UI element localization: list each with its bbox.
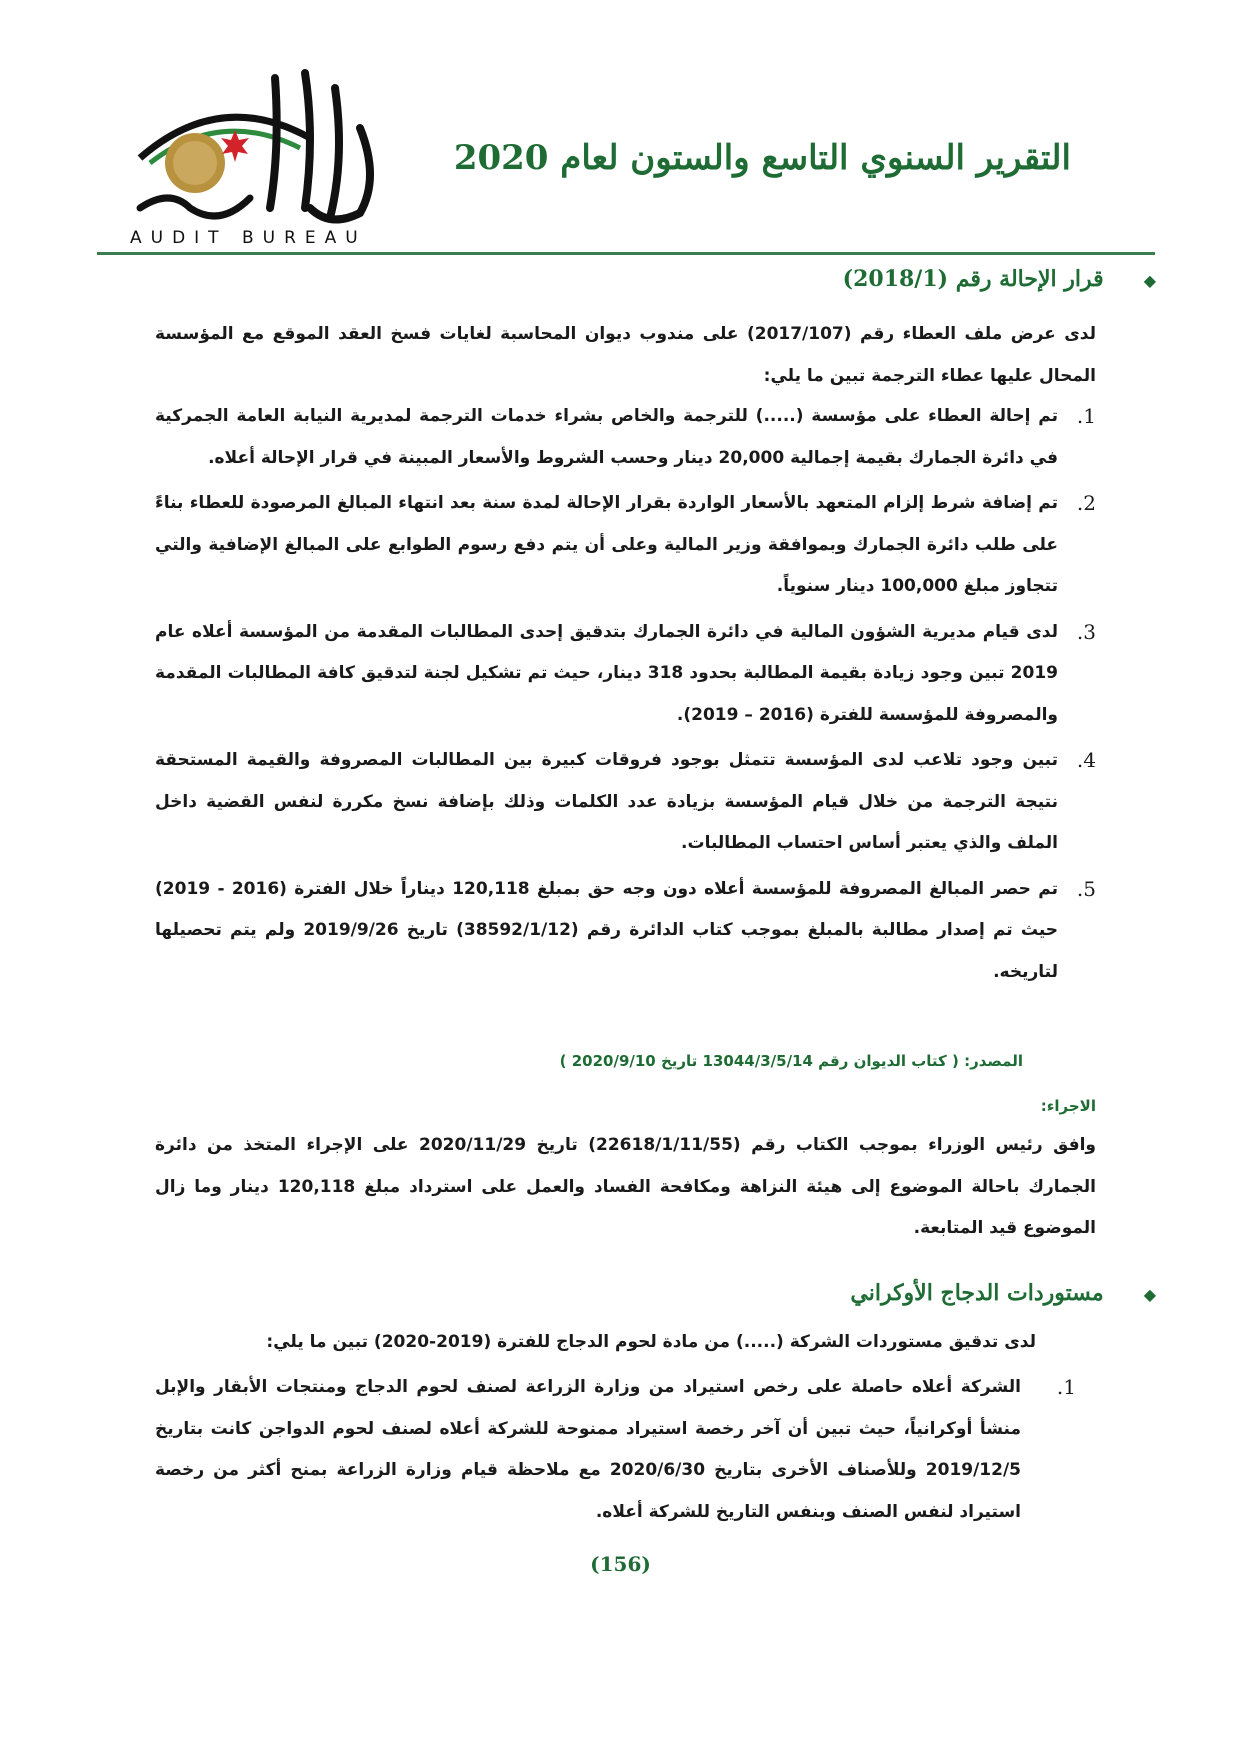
item-number: 1. — [1076, 404, 1096, 428]
list-item — [155, 740, 1096, 865]
page-number: (156) — [590, 1552, 651, 1576]
section-heading-text: مستوردات الدجاج الأوكراني — [850, 1280, 1104, 1306]
item-text: تم إحالة العطاء على مؤسسة (.....) للترجمة والخاص بشراء خدمات الترجمة لمديرية النيابة العامة الجمركية في دائرة الجمارك بقيمة إجمالية 20,000 دينار وحسب الشروط والأسعار المبينة في قرار الإحالة أعلاه. — [155, 406, 1058, 468]
list-item — [155, 612, 1096, 737]
item-text: تم حصر المبالغ المصروفة للمؤسسة أعلاه دون وجه حق بمبلغ 120,118 ديناراً خلال الفترة (2016 - 2019) حيث تم إصدار مطالبة بالمبلغ بموجب كتاب الدائرة رقم (38592/1/12) تاريخ 2019/9/26 ولم يتم تحصيلها لتاريخه. — [155, 878, 1059, 982]
list-item — [155, 1367, 1076, 1533]
header-rule — [97, 252, 1155, 255]
items-list — [155, 1367, 1076, 1533]
diamond-bullet-icon: ◆ — [1143, 1285, 1156, 1304]
action-label: الاجراء: — [1040, 1097, 1096, 1115]
item-text: تبين وجود تلاعب لدى المؤسسة تتمثل بوجود فروقات كبيرة بين المطالبات المصروفة والقيمة المستحقة نتيجة الترجمة من خلال قيام المؤسسة بزيادة عدد الكلمات وذلك بإضافة نسخ مكررة لنفس القضية داخل الملف والذي يعتبر أساس احتساب المطالبات. — [155, 750, 1058, 853]
list-item — [155, 483, 1096, 608]
intro-paragraph: لدى عرض ملف العطاء رقم (2017/107) على مندوب ديوان المحاسبة لغايات فسخ العقد الموقع مع المؤسسة المحال عليها عطاء الترجمة تبين ما يلي: — [155, 324, 1096, 386]
section-heading — [843, 266, 1156, 292]
source-citation: المصدر: ( كتاب الديوان رقم 13044/3/5/14 تاريخ 2020/9/10 ) — [559, 1052, 1023, 1070]
intro-paragraph: لدى تدقيق مستوردات الشركة (.....) من مادة لحوم الدجاج للفترة (2019-2020) تبين ما يلي: — [266, 1332, 1036, 1352]
item-text: لدى قيام مديرية الشؤون المالية في دائرة الجمارك بتدقيق إحدى المطالبات المقدمة من المؤسسة أعلاه عام 2019 تبين وجود زيادة بقيمة المطالبة بحدود 318 دينار، حيث تم تشكيل لجنة لتدقيق كافة المطالبات المقدمة والمصروفة للمؤسسة للفترة (2016 – 2019). — [155, 621, 1058, 725]
list-item — [155, 396, 1096, 479]
logo-english-text: AUDIT BUREAU — [130, 228, 367, 248]
item-number: 2. — [1076, 491, 1096, 515]
item-number: 4. — [1076, 748, 1096, 772]
diamond-bullet-icon: ◆ — [1143, 271, 1156, 290]
section-heading — [850, 1280, 1156, 1306]
item-number: 1. — [1056, 1375, 1076, 1399]
item-number: 5. — [1076, 876, 1096, 901]
item-text: تم إضافة شرط إلزام المتعهد بالأسعار الواردة بقرار الإحالة لمدة سنة بعد انتهاء المبالغ المرصودة للعطاء بناءً على طلب دائرة الجمارك وبموافقة وزير المالية وعلى أن يتم دفع رسوم الطوابع على المبالغ الإضافية والتي تتجاوز مبلغ 100,000 دينار سنوياً. — [155, 493, 1058, 596]
section-heading-text: قرار الإحالة رقم (2018/1) — [842, 266, 1104, 292]
action-paragraph: وافق رئيس الوزراء بموجب الكتاب رقم (22618/1/11/55) تاريخ 2020/11/29 على الإجراء المتخذ من دائرة الجمارك باحالة الموضوع إلى هيئة النزاهة ومكافحة الفساد والعمل على استرداد مبلغ 120,118 دينار وما زال الموضوع قيد المتابعة. — [155, 1135, 1096, 1238]
audit-bureau-logo — [130, 68, 420, 253]
item-number: 3. — [1076, 619, 1096, 644]
items-list — [155, 396, 1096, 993]
list-item — [155, 869, 1096, 994]
item-text: الشركة أعلاه حاصلة على رخص استيراد من وزارة الزراعة لصنف لحوم الدجاج ومنتجات الأبقار والإبل منشأ أوكرانياً، حيث تبين أن آخر رخصة استيراد ممنوحة للشركة أعلاه لصنف لحوم الدواجن كانت بتاريخ 2019/12/5 وللأصناف الأخرى بتاريخ 2020/6/30 مع ملاحظة قيام وزارة الزراعة بمنح أكثر من رخصة استيراد لنفس الصنف وبنفس التاريخ للشركة أعلاه. — [155, 1377, 1021, 1522]
report-title: التقرير السنوي التاسع والستون لعام 2020 — [453, 138, 1071, 178]
